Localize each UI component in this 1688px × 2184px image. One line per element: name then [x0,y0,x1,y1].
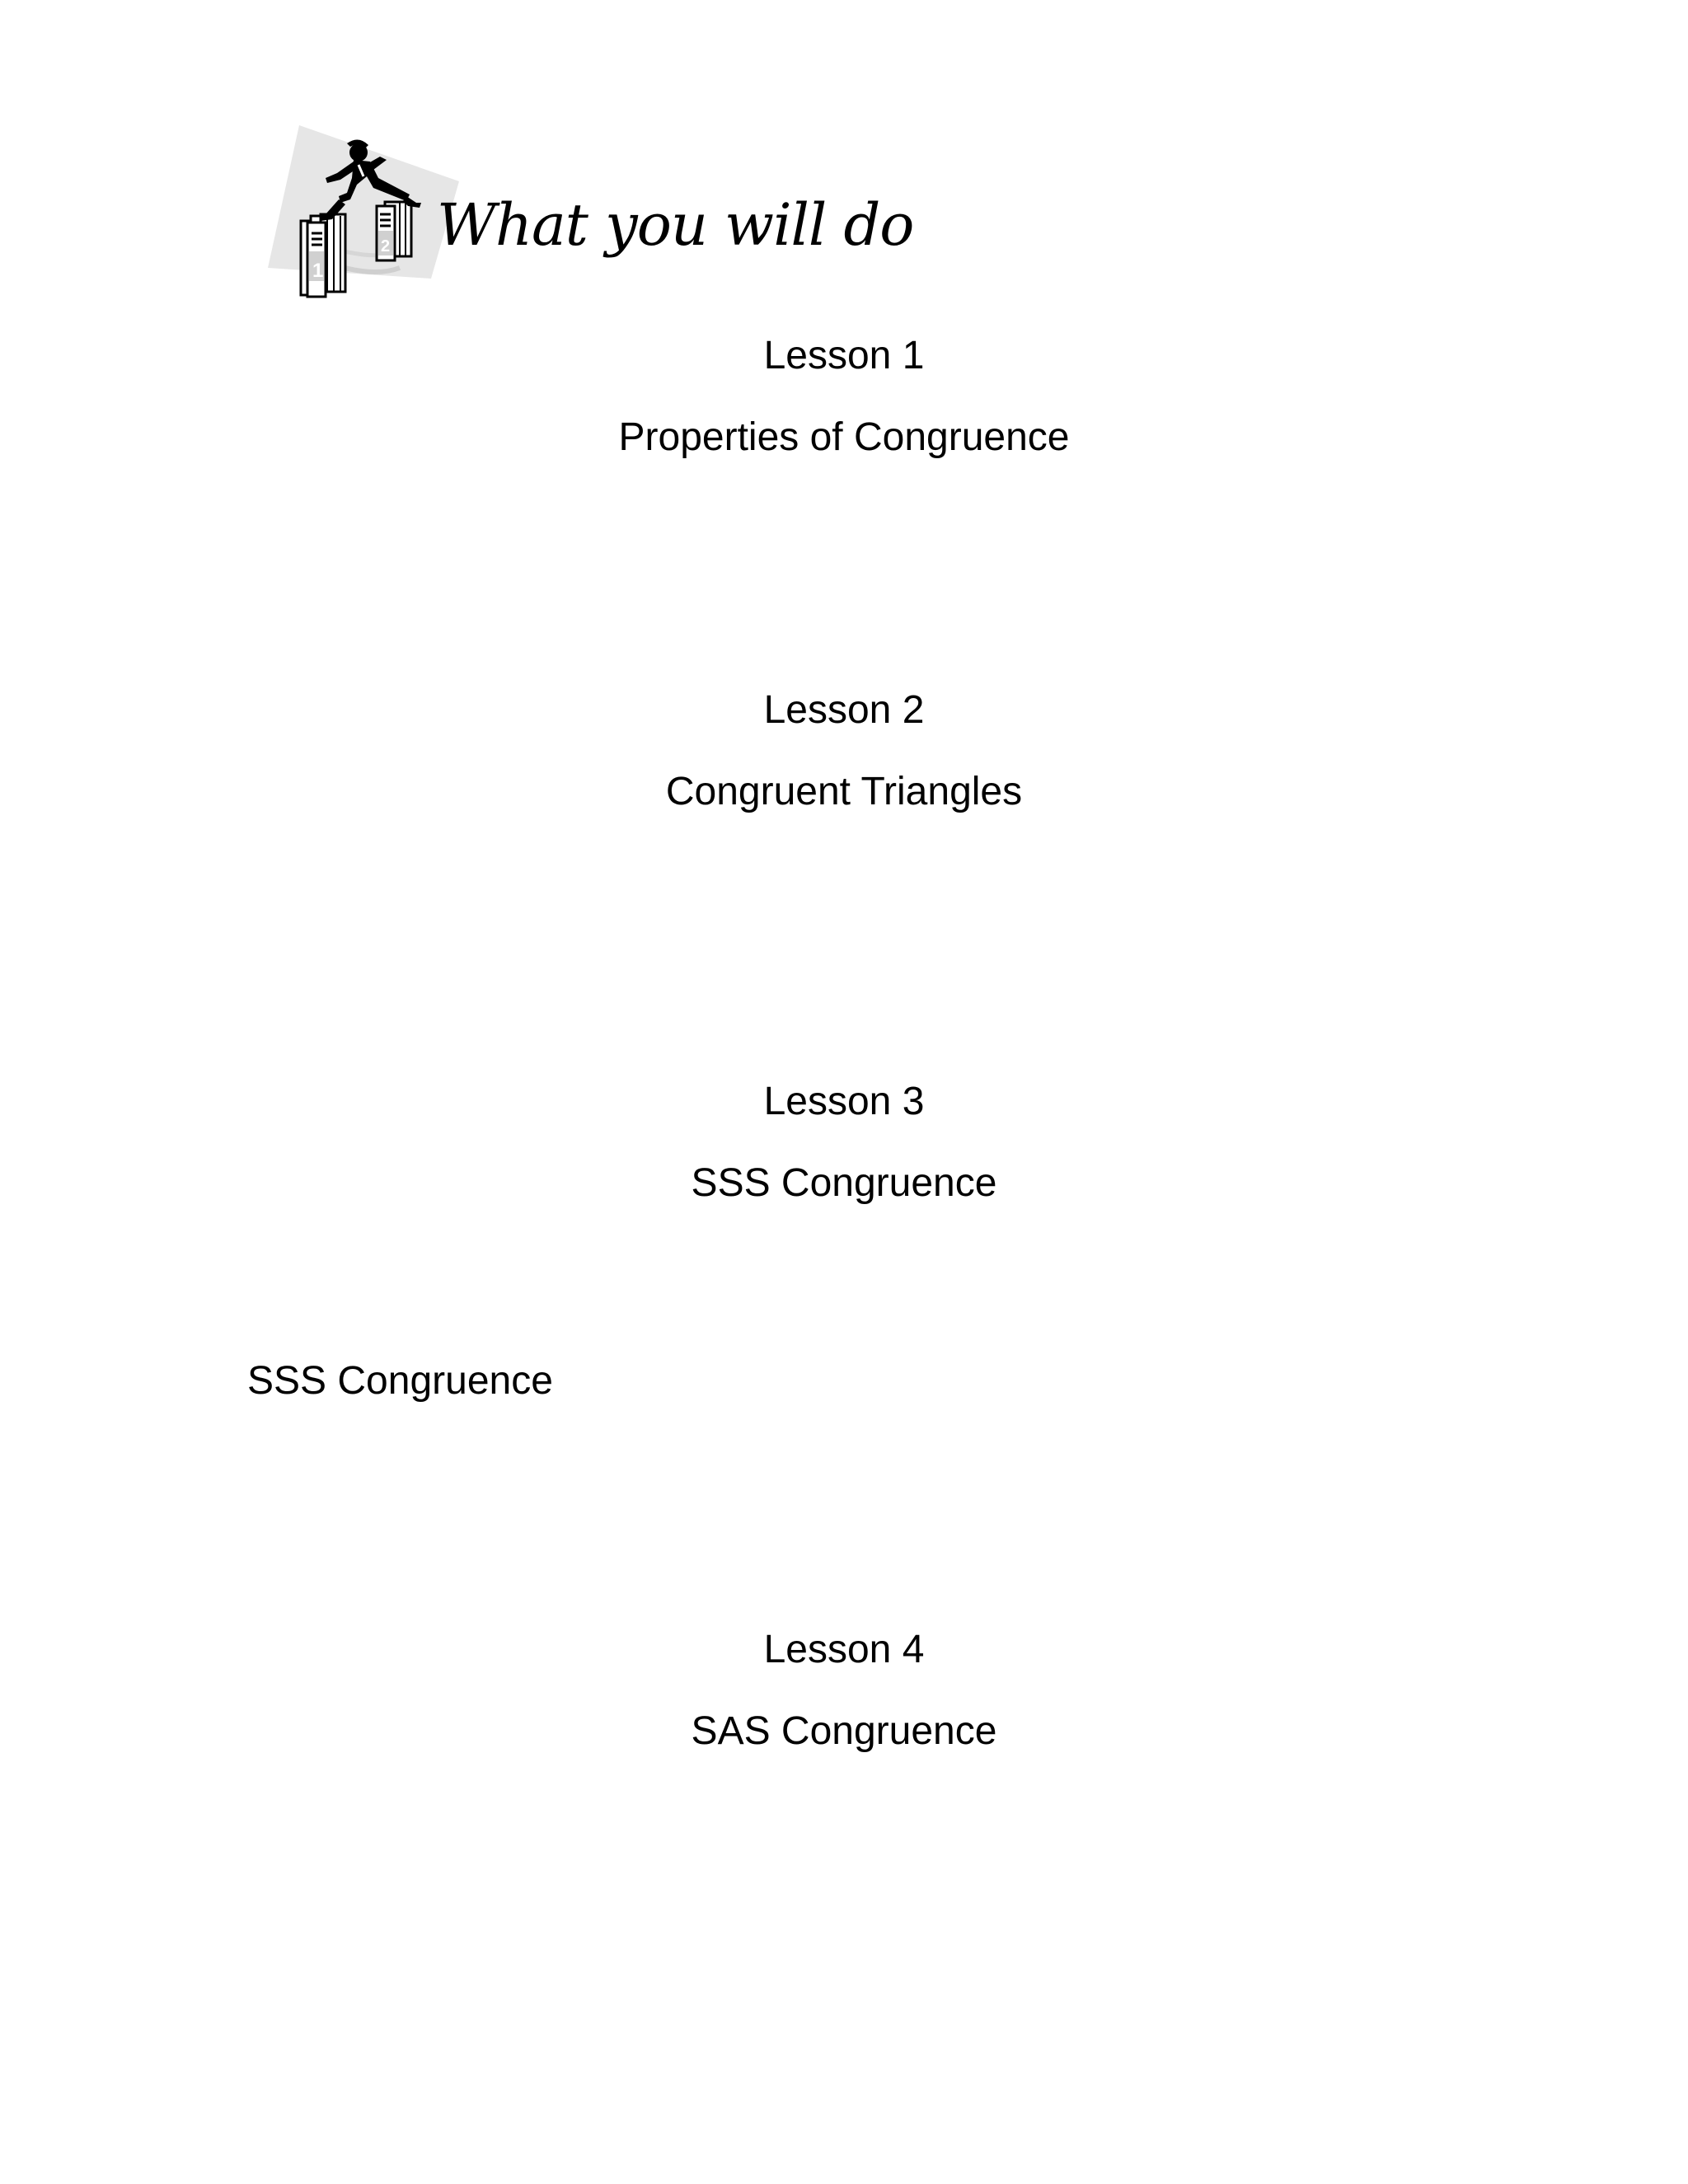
section-header [268,124,914,301]
lesson-1-label: Lesson 1 [763,334,925,377]
lesson-2-label: Lesson 2 [763,688,925,732]
person-jumping-books-icon [268,124,466,301]
side-note-text: SSS Congruence [247,1359,553,1403]
lesson-2-title: Congruent Triangles [665,770,1023,813]
lesson-4-label: Lesson 4 [763,1628,925,1671]
lesson-4-title: SAS Congruence [691,1709,997,1753]
lesson-3-label: Lesson 3 [763,1080,925,1123]
lesson-1-title: Properties of Congruence [618,415,1070,459]
section-title: What you will do [437,191,914,259]
lesson-3-title: SSS Congruence [691,1161,997,1205]
book-number-1: 1 [312,260,324,282]
book-number-2: 2 [381,237,391,255]
